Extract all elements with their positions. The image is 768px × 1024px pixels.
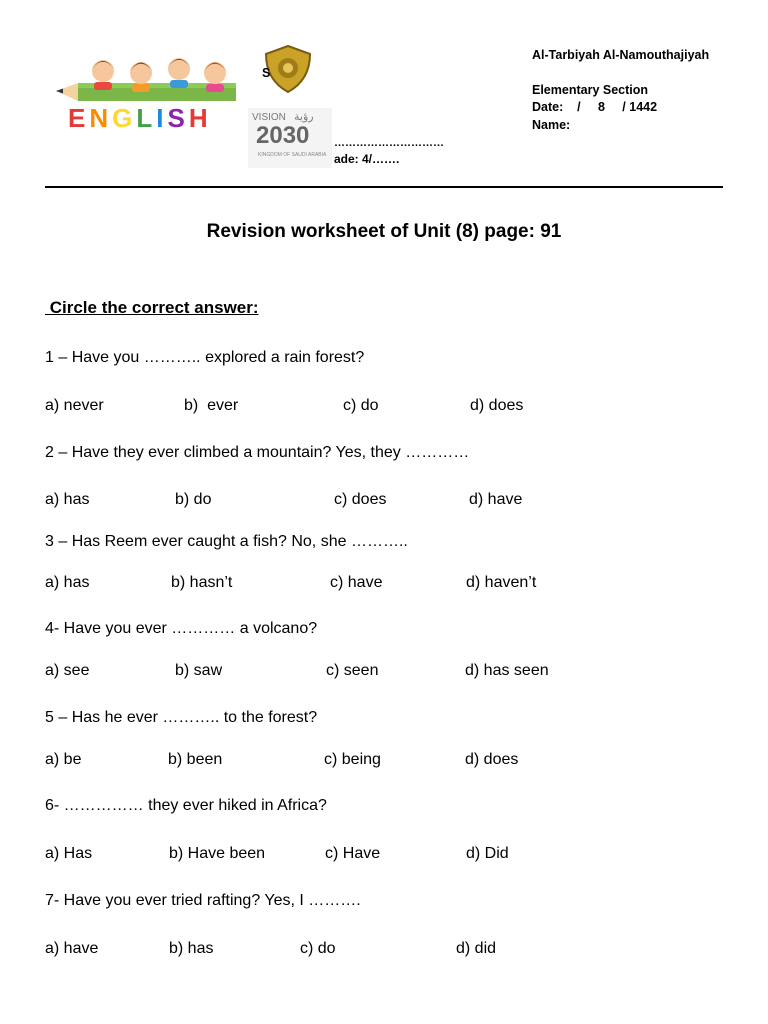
question-3: 3 – Has Reem ever caught a fish? No, she ……….. (45, 533, 408, 550)
question-6: 6- …………… they ever hiked in Africa? (45, 797, 327, 814)
q7-option-d[interactable]: d) did (456, 940, 497, 957)
school-name: Al-Tarbiyah Al-Namouthajiyah (532, 48, 710, 62)
english-logo (48, 45, 238, 137)
english-word: ENGLISH (68, 103, 212, 133)
q3-option-b[interactable]: b) hasn’t (171, 574, 233, 591)
question-4: 4- Have you ever ………… a volcano? (45, 620, 318, 637)
vision-arabic: رؤية (294, 111, 314, 123)
q6-option-c[interactable]: c) Have (325, 845, 381, 862)
question-1: 1 – Have you ……….. explored a rain forest? (45, 349, 365, 366)
name-label: Name: (532, 118, 571, 132)
header-partial-s: S (262, 66, 271, 80)
date-label: Date: / 8 / 1442 (532, 100, 658, 114)
question-2: 2 – Have they ever climbed a mountain? Yes, they ………… (45, 444, 470, 461)
q3-option-d[interactable]: d) haven’t (466, 574, 537, 591)
section-label: Elementary Section (532, 83, 649, 97)
vision-subtitle: KINGDOM OF SAUDI ARABIA (258, 152, 327, 158)
q7-option-c[interactable]: c) do (300, 940, 336, 957)
q2-option-c[interactable]: c) does (334, 491, 387, 508)
vision-year: 2030 (256, 122, 310, 149)
q5-option-a[interactable]: a) be (45, 751, 82, 768)
worksheet-title: Revision worksheet of Unit (8) page: 91 (206, 221, 562, 242)
q5-option-c[interactable]: c) being (324, 751, 381, 768)
name-dots: ………………………… (334, 137, 444, 149)
q1-option-d[interactable]: d) does (470, 397, 524, 414)
q1-option-a[interactable]: a) never (45, 397, 104, 414)
q2-option-a[interactable]: a) has (45, 491, 90, 508)
grade-label: ade: 4/……. (334, 152, 400, 166)
question-7: 7- Have you ever tried rafting? Yes, I ………. (45, 892, 361, 909)
q2-option-d[interactable]: d) have (469, 491, 523, 508)
header-divider (45, 186, 723, 188)
q4-option-b[interactable]: b) saw (175, 662, 223, 679)
question-5: 5 – Has he ever ……….. to the forest? (45, 709, 318, 726)
q5-option-d[interactable]: d) does (465, 751, 519, 768)
q3-option-c[interactable]: c) have (330, 574, 383, 591)
instruction-heading: Circle the correct answer: (45, 298, 259, 317)
q1-option-b[interactable]: b) ever (184, 397, 239, 414)
q3-option-a[interactable]: a) has (45, 574, 90, 591)
q2-option-b[interactable]: b) do (175, 491, 212, 508)
q4-option-a[interactable]: a) see (45, 662, 90, 679)
q6-option-d[interactable]: d) Did (466, 845, 509, 862)
q7-option-b[interactable]: b) has (169, 940, 214, 957)
q5-option-b[interactable]: b) been (168, 751, 223, 768)
q1-option-c[interactable]: c) do (343, 397, 379, 414)
vision-label: VISION (252, 112, 286, 123)
vision-2030-logo (248, 108, 332, 168)
q4-option-d[interactable]: d) has seen (465, 662, 549, 679)
q6-option-b[interactable]: b) Have been (169, 845, 266, 862)
q6-option-a[interactable]: a) Has (45, 845, 93, 862)
q7-option-a[interactable]: a) have (45, 940, 99, 957)
q4-option-c[interactable]: c) seen (326, 662, 379, 679)
